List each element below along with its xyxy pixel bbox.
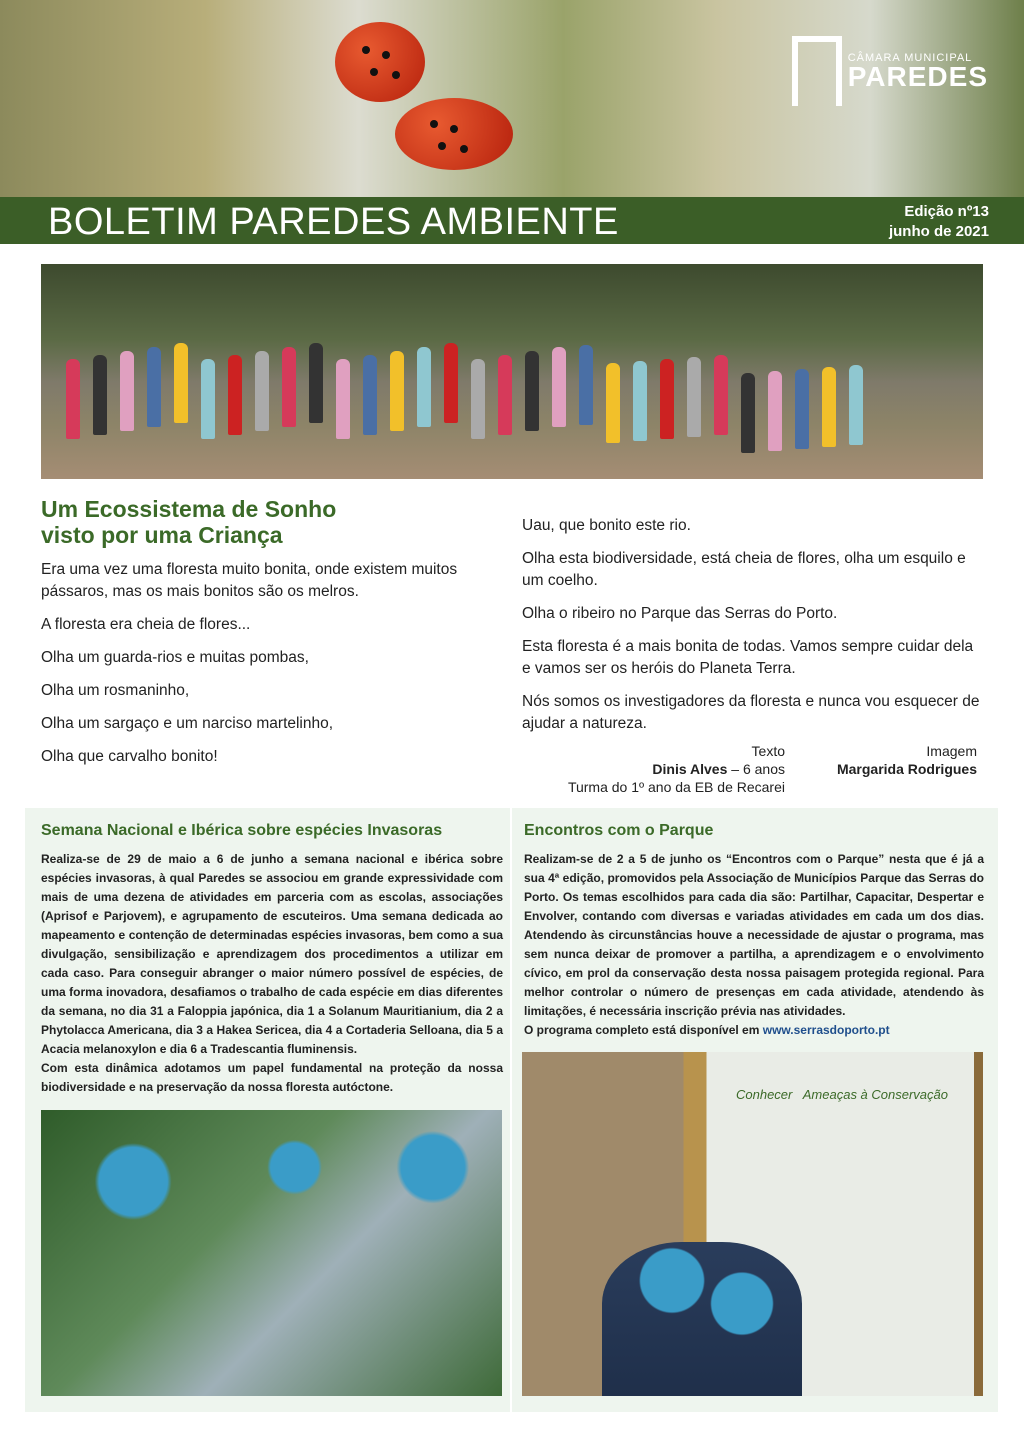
paragraph: Olha que carvalho bonito! — [41, 748, 218, 765]
paragraph: Olha o ribeiro no Parque das Serras do Porto. — [522, 605, 838, 622]
child-figure — [498, 355, 512, 435]
paragraph: Esta floresta é a mais bonita de todas. Vamos sempre cuidar dela e vamos ser os heróis do Planeta Terra. — [522, 638, 974, 677]
child-figure — [201, 359, 215, 439]
child-figure — [444, 343, 458, 423]
paragraph: Olha esta biodiversidade, está cheia de flores, olha um esquilo e um coelho. — [522, 550, 966, 589]
child-figure — [633, 361, 647, 441]
child-figure — [174, 343, 188, 423]
edition-number: Edição nº13 — [904, 203, 989, 220]
column-divider — [510, 808, 512, 1412]
credit-label: Texto — [751, 743, 785, 759]
camara-paredes-logo — [792, 36, 988, 106]
edition-info — [889, 202, 989, 242]
child-figure — [93, 355, 107, 435]
child-figure — [795, 369, 809, 449]
children-image — [602, 1242, 802, 1396]
paragraph: Olha um guarda-rios e muitas pombas, — [41, 649, 309, 666]
article-title-line: Um Ecossistema de Sonho — [41, 496, 337, 522]
child-figure — [309, 343, 323, 423]
child-figure — [768, 371, 782, 451]
article-left-column — [41, 559, 481, 779]
child-figure — [417, 347, 431, 427]
author-age: – 6 anos — [727, 761, 785, 777]
board-heading: Conhecer — [736, 1087, 793, 1102]
ladybug-image — [335, 22, 425, 102]
section-text — [524, 850, 984, 1040]
child-figure — [687, 357, 701, 437]
child-figure — [120, 351, 134, 431]
paragraph: Era uma vez uma floresta muito bonita, onde existem muitos pássaros, mas os mais bonitos são os melros. — [41, 561, 458, 600]
child-figure — [822, 367, 836, 447]
paragraph: A floresta era cheia de flores... — [41, 616, 251, 633]
paragraph: Realiza-se de 29 de maio a 6 de junho a semana nacional e ibérica sobre espécies invasoras, à qual Paredes se associou em grande expressividade com mais de uma dezena de atividades em parceria com as escolas, associações (Aprisof e Parjovem), e agrupamento de escuteiros. Uma semana dedicada ao mapeamento e contenção de determinadas espécies invasoras, bem como a sua divulgação, sensibilização e aprendizagem dos procedimentos a utilizar em cada caso. Para conseguir abranger o maior número possível de espécies, de uma forma inovadora, desafiamos o trabalho de cada espécie em dias diferentes da semana, no dia 31 a Faloppia japónica, dia 1 a Solanum Mauritianium, dia 2 a Phytolacca Americana, dia 3 a Hakea Sericea, dia 4 a Cortaderia Selloana, dia 5 a Acacia melanoxylon e dia 6 a Tradescantia fluminensis. — [41, 852, 503, 1056]
header-ladybug-photo — [0, 0, 1024, 197]
author-name: Dinis Alves — [652, 761, 728, 777]
credit-label: Imagem — [926, 743, 977, 759]
child-figure — [336, 359, 350, 439]
paragraph: Com esta dinâmica adotamos um papel fundamental na proteção da nossa biodiversidade e na preservação da nossa floresta autóctone. — [41, 1061, 503, 1094]
child-figure — [525, 351, 539, 431]
children-info-board-photo — [522, 1052, 983, 1396]
child-figure — [660, 359, 674, 439]
children-plant-photo — [41, 1110, 502, 1396]
child-figure — [849, 365, 863, 445]
child-figure — [228, 355, 242, 435]
children-group-photo — [41, 264, 983, 479]
paragraph: Realizam-se de 2 a 5 de junho os “Encontros com o Parque” nesta que é já a sua 4ª edição, promovidos pela Associação de Municípios Parque das Serras do Porto. Os temas escolhidos para cada dia são: Partilhar, Capacitar, Despertar e Envolver, contando com diversas e variadas atividades em cada um dos dias. Atendendo às circunstâncias houve a necessidade de ajustar o programa, mas sem nunca deixar de promover a partilha, a aprendizagem e o envolvimento cívico, em prol da conservação desta nossa paisagem protegida regional. Para melhor controlar o número de presenças em cada atividade, atendendo às limitações, é necessária inscrição prévia nas atividades. — [524, 852, 984, 1018]
logo-title: PAREDES — [847, 61, 988, 92]
child-figure — [741, 373, 755, 453]
paragraph: Olha um rosmaninho, — [41, 682, 190, 699]
child-figure — [66, 359, 80, 439]
child-figure — [606, 363, 620, 443]
child-figure — [363, 355, 377, 435]
bulletin-title: BOLETIM PAREDES AMBIENTE — [48, 201, 619, 243]
article-right-column — [522, 515, 982, 746]
child-figure — [147, 347, 161, 427]
website-link[interactable]: www.serrasdoporto.pt — [762, 1023, 890, 1037]
paragraph: Uau, que bonito este rio. — [522, 517, 691, 534]
child-figure — [255, 351, 269, 431]
paragraph: O programa completo está disponível em — [524, 1023, 763, 1037]
child-figure — [714, 355, 728, 435]
section-title: Encontros com o Parque — [524, 822, 714, 839]
paragraph: Nós somos os investigadores da floresta e nunca vou esquecer de ajudar a natureza. — [522, 693, 980, 732]
child-figure — [390, 351, 404, 431]
child-figure — [552, 347, 566, 427]
paragraph: Olha um sargaço e um narciso martelinho, — [41, 715, 334, 732]
child-figure — [579, 345, 593, 425]
image-author: Margarida Rodrigues — [836, 761, 977, 777]
logo-subtitle: CÂMARA MUNICIPAL — [847, 52, 973, 64]
author-class: Turma do 1º ano da EB de Recarei — [567, 779, 785, 795]
section-title: Semana Nacional e Ibérica sobre espécies Invasoras — [41, 822, 443, 839]
board-heading: Ameaças à Conservação — [802, 1087, 948, 1102]
ladybug-image — [395, 98, 513, 170]
section-text — [41, 850, 503, 1097]
title-band — [0, 197, 1024, 244]
child-figure — [471, 359, 485, 439]
child-figure — [282, 347, 296, 427]
edition-date: junho de 2021 — [888, 223, 989, 240]
article-title — [41, 496, 336, 548]
logo-mark-icon — [792, 36, 842, 106]
article-title-line: visto por uma Criança — [41, 522, 283, 548]
